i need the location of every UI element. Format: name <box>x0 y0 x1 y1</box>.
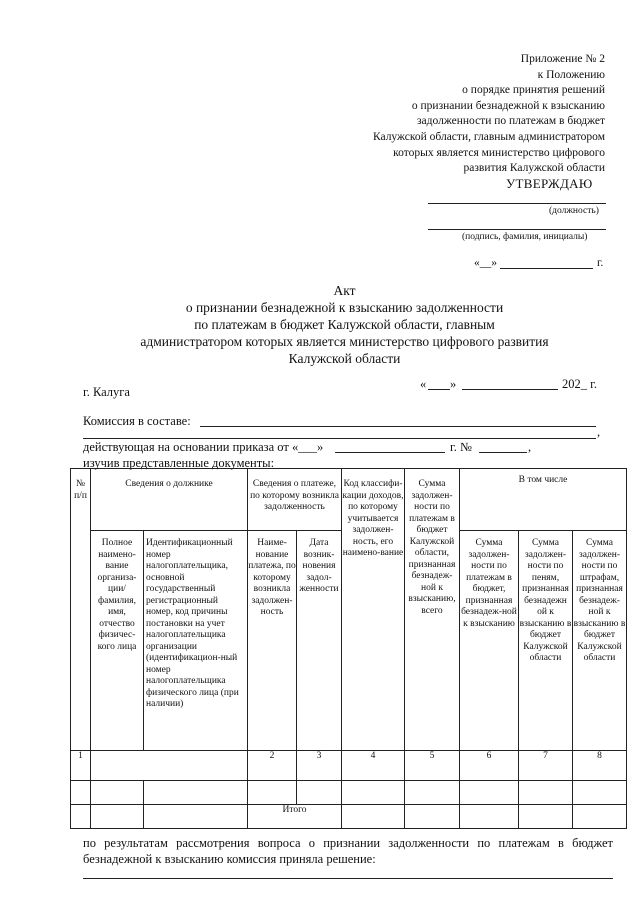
column-number-1: 1 <box>71 751 91 781</box>
appendix-line: Калужской области, главным администратором <box>372 130 605 143</box>
table-cell <box>91 805 144 829</box>
header-sum-peni: Сумма задолжен-ности по пеням, признанная безнадежн ой к взысканию в бюджет Калужской области <box>519 531 573 751</box>
commission-line-2 <box>83 438 596 439</box>
commission-line <box>200 426 596 427</box>
header-payname: Наиме-нование платежа, по которому возникла задолжен-ность <box>248 531 297 751</box>
act-title <box>0 282 639 367</box>
table-cell <box>248 781 297 805</box>
header-total: Сумма задолжен-ности по платежам в бюджет Калужской области, признанная безнадеж-ной к взысканию, всего <box>405 469 460 751</box>
table-cell <box>342 805 405 829</box>
approve-date-prefix: «__» <box>474 257 497 269</box>
table-cell <box>71 805 91 829</box>
column-number-5: 5 <box>405 751 460 781</box>
table-cell <box>405 805 460 829</box>
act-title-line: администратором которых является министерство цифрового развития <box>140 334 549 349</box>
approve-date-line <box>500 268 593 269</box>
date-close: » <box>450 377 457 391</box>
table-cell <box>519 805 573 829</box>
documents-label: изучив представленные документы: <box>83 456 275 470</box>
table-cell <box>460 805 519 829</box>
decision-text-line-1: по результатам рассмотрения вопроса о признании задолженности по платежам в бюджет <box>83 836 613 850</box>
column-number-blank <box>91 751 248 781</box>
table-cell <box>519 781 573 805</box>
appendix-block <box>325 52 605 177</box>
column-number-3: 3 <box>297 751 342 781</box>
city-label: г. Калуга <box>83 385 130 399</box>
appendix-line: о порядке принятия решений <box>462 84 605 97</box>
column-number-4: 4 <box>342 751 405 781</box>
order-year: г. № <box>450 440 472 454</box>
column-number-7: 7 <box>519 751 573 781</box>
table-row <box>71 781 627 805</box>
date-month-line <box>462 389 558 390</box>
header-inn: Идентификационный номер налогоплательщика, основной государственный регистрационный номер, код причины постановки на учет налогоплательщика организации (идентификацион-ный номер налогоплательщика физического лица (при наличии) <box>144 531 248 751</box>
table-cell <box>573 781 627 805</box>
approve-title: УТВЕРЖДАЮ <box>506 176 593 191</box>
table-cell <box>91 781 144 805</box>
header-fullname: Полное наимено-вание организа-ции/ фамилия, имя, отчество физичес-кого лица <box>91 531 144 751</box>
appendix-line: Приложение № 2 <box>520 53 605 65</box>
appendix-line: о признании безнадежной к взысканию <box>411 99 605 112</box>
total-label: Итого <box>248 805 342 829</box>
date-year: 202_ г. <box>562 377 597 391</box>
signature-caption: (подпись, фамилия, инициалы) <box>462 232 588 242</box>
decision-text-line-2: безнадежной к взысканию комиссия приняла решение: <box>83 852 376 866</box>
table-cell <box>144 781 248 805</box>
appendix-line: которых является министерство цифрового <box>393 146 605 159</box>
table-cell <box>71 781 91 805</box>
order-date-line <box>335 452 445 453</box>
decision-line <box>83 878 613 879</box>
header-kbk: Код классифи-кации доходов, по которому учитывается задолжен-ность, его наимено-вание <box>342 469 405 751</box>
header-date: Дата возник-новения задол-женности <box>297 531 342 751</box>
table-cell <box>297 781 342 805</box>
act-table <box>70 468 627 829</box>
act-title-line: по платежам в бюджет Калужской области, главным <box>194 317 495 332</box>
order-label: действующая на основании приказа от «___» <box>83 440 324 454</box>
date-open: « <box>420 377 427 391</box>
act-title-line: Калужской области <box>288 351 401 366</box>
table-cell <box>144 805 248 829</box>
commission-label: Комиссия в составе: <box>83 414 191 428</box>
header-num: № п/п <box>71 469 91 751</box>
column-number-6: 6 <box>460 751 519 781</box>
position-caption: (должность) <box>549 206 599 216</box>
approve-date-suffix: г. <box>597 257 604 269</box>
appendix-line: развития Калужской области <box>463 162 605 175</box>
act-title-line: о признании безнадежной к взысканию задолженности <box>185 300 504 315</box>
column-number-8: 8 <box>573 751 627 781</box>
header-sum-debt: Сумма задолжен-ности по платежам в бюджет, признанная безнадеж-ной к взысканию <box>460 531 519 751</box>
position-line <box>428 203 606 204</box>
table-cell <box>573 805 627 829</box>
total-row <box>71 805 627 829</box>
order-comma: , <box>528 440 532 454</box>
header-sum-fines: Сумма задолжен-ности по штрафам, признанная безнадеж-ной к взысканию в бюджет Калужской области <box>573 531 627 751</box>
header-debtor: Сведения о должнике <box>91 469 248 531</box>
table-cell <box>342 781 405 805</box>
commission-comma: , <box>597 425 601 439</box>
column-number-2: 2 <box>248 751 297 781</box>
order-number-line <box>479 452 527 453</box>
date-day-line <box>428 389 450 390</box>
table-cell <box>460 781 519 805</box>
appendix-line: задолженности по платежам в бюджет <box>417 115 605 128</box>
appendix-line: к Положению <box>537 68 605 81</box>
header-including: В том числе <box>460 469 627 531</box>
act-title-line: Акт <box>333 283 356 298</box>
header-payment: Сведения о платеже, по которому возникла задолженность <box>248 469 342 531</box>
table-cell <box>405 781 460 805</box>
signature-line <box>428 229 606 230</box>
